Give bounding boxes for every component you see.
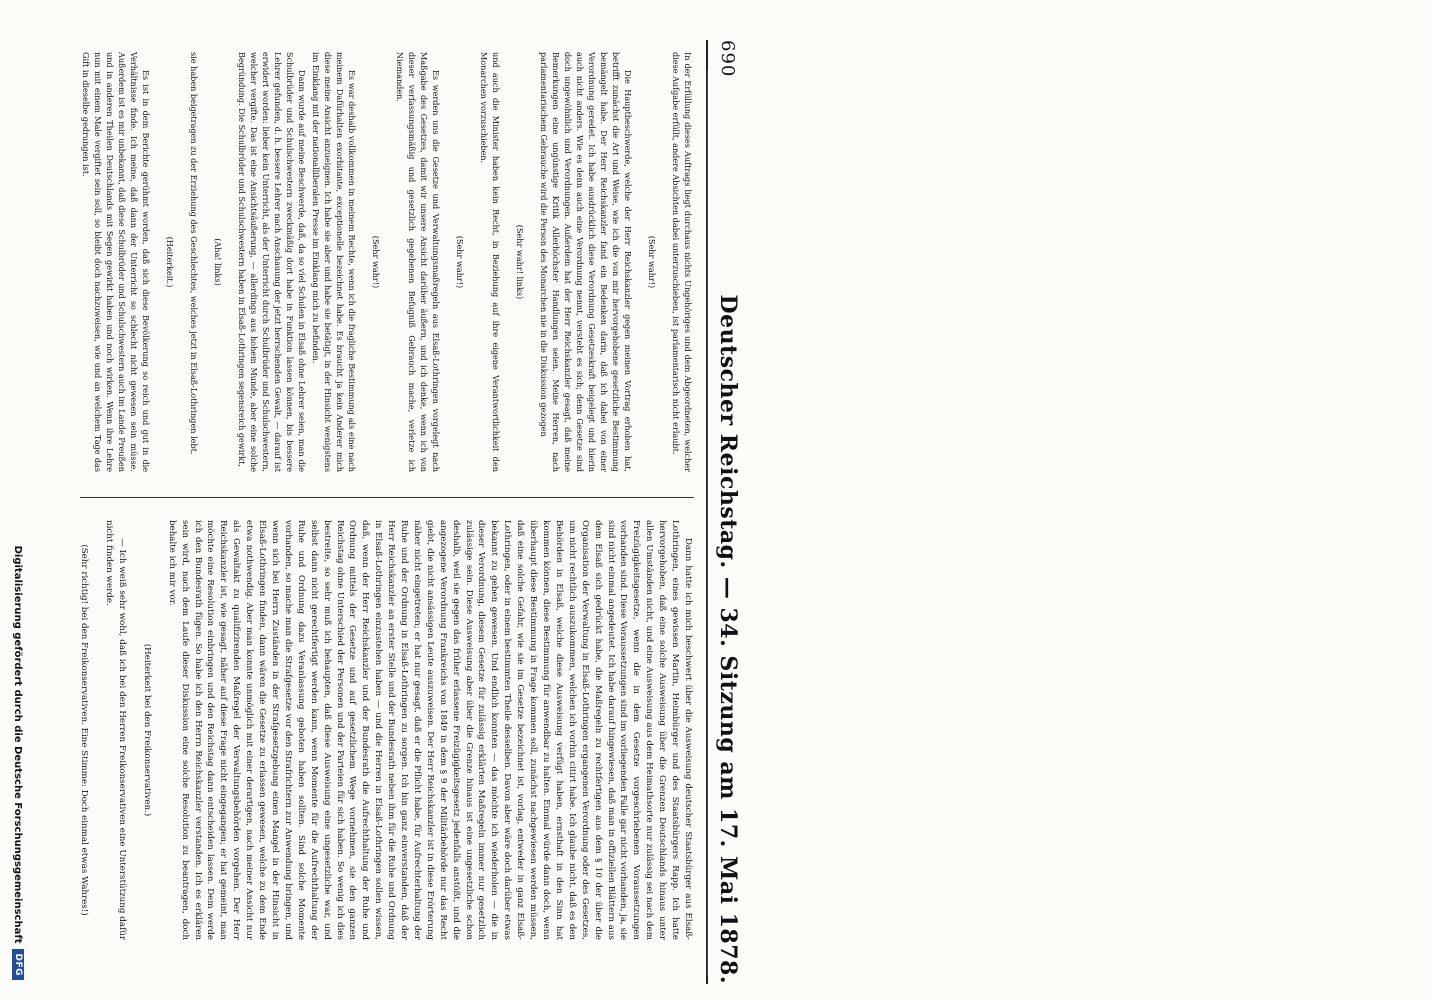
left-column [70, 52, 694, 472]
running-head: Deutscher Reichstag. — 34. Sitzung am 17. Mai 1878. [715, 294, 741, 984]
paragraph: Dann wurde auf meine Beschwerde, daß, da so viel Schulen in Elsaß ohne Lehrer seien, man die Schulbrüder und Schulschwestern zweckmäßig dort habe in Funktion lassen können, bis bessere Lehrer gefunden, d. h. bessere Lehrer nach Anschauung der jetzt herrschenden Gewalt, — darauf ist erwidert worden: lieber kein Unterricht, als der Unterricht durch Schulbrüder und Schulschwestern, welcher vergifte. Das ist eine Ansichtsäußerung, — allerdings aus hohem Munde, aber eine solche Begründung. Die Schulbrüder und Schulschwestern haben in Elsaß-Lothringen segensreich gewirkt, [237, 52, 307, 472]
paragraph: Dann hatte ich mich beschwert über die Ausweisung deutscher Staatsbürger aus Elsaß-Lothringen, eines gewissen Martin, Heimbürger und des Staatsbürgers Rapp. Ich hatte hervorgehoben, daß eine solche Ausweisung über die Grenzen Deutschlands hinaus unter allen Umständen nicht, und eine Ausweisung aus dem Heimathsorte nur zulässig sei nach dem Freizügigkeitsgesetze, wenn die in dem Gesetze vorgeschriebenen Voraussetzungen vorhanden sind. Diese Voraussetzungen sind im vorliegenden Falle gar nicht vorhanden, ja, sie sind nicht einmal angedeutet. Ich habe darauf hingewiesen, daß man in offiziellen Blättern aus dem Elsaß sich gedrückt habe, die Maßregeln zu rechtfertigen aus dem § 10 der über die Organisation der Verwaltung in Elsaß-Lothringen ergangenen Verordnung oder des Gesetzes, um nicht rechtlich auszukommen, welchen ich vorhin citirt habe. Ich glaube nicht, daß es den Behörden in Elsaß, welche diese Ausweisung verfügt haben, ernsthaft in den Sinn hat kommen können, diese Bestimmung für anwendbar zu halten. Einmal würde dann doch, wenn überhaupt diese Bestimmung in Frage kommen soll, zunächst nachgewiesen werden müssen, daß eine solche Gefahr, wie sie im Gesetze bezeichnet ist, vorlag, entweder in ganz Elsaß-Lothringen, oder in einem bestimmten Theile desselben. Davon aber wäre doch darüber etwas bekannt zu geben gewesen. Und endlich konnten — das möchte ich wiederholen — die in dieser Verordnung, diesem Gesetze für zulässig erklärten Maßregeln immer nur gesetzlich zulässige sein. Diese Ausweisung aber über die Grenze hinaus ist eine ungesetzliche schon deshalb, weil sie gegen das früher erlassene Freizügigkeitsgesetz jedenfalls anstößt, und die angezogene Verordnung Frankreichs von 1849 in dem § 9 der Militärbehörde nur das Recht giebt, die nicht ansässigen Leute auszuweisen. Der Herr Reichskanzler ist in diese Erörterung näher nicht eingetreten; er hat nur gesagt, daß er die Pflicht habe, für Aufrechterhaltung der Ruhe und der Ordnung in Elsaß-Lothringen zu sorgen. Ich bin ganz einverstanden, daß der Herr Reichskanzler an erster Stelle und der Bundesrath neben ihm für die Ruhe und Ordnung in Elsaß-Lothringen einzustehen haben — und die Herren in Elsaß-Lothringen sollen wissen, daß, wenn der Herr Reichskanzler und der Bundesrath die Aufrechthaltung der Ruhe und Ordnung mittels der Gesetze und auf gesetzlichem Wege vornehmen, sie den ganzen Reichstag ohne Unterschied der Personen und der Parteien für sich haben. So wenig ich dies bestreite, so sehr muß ich behaupten, daß diese Ausweisung eine ungesetzliche war, und selbst dann nicht gerechtfertigt werden kann, wenn Momente für die Aufrechthaltung der Ruhe und Ordnung dazu Veranlassung geboten haben sollten. Sind solche Momente vorhanden, so mache man die Strafgesetze vor den Strafrichtern zur Anwendung bringen, und wenn sich bei Herrn Zuständen in der Strafgesetzgebung einen Mangel in der Hinsicht in Elsaß-Lothringen finden, dann wären die Gesetze zu erlassen gewesen, welche zu dem Ende etwa nothwendig. Aber man konnte unmöglich mit einer derartigen, nach meiner Ansicht nur als Gewaltakt zu qualifizirenden Maßregel der Verwaltungsbehörden vorgehen. Der Herr Reichskanzler ist, wie gesagt, näher auf diese Frage nicht eingegangen; er hat gemeint, man möchte eine Resolution einbringen und den Reichstag dann entscheiden lassen. Dem werde ich den Bundesrath fügen. So habe ich den Herrn Reichskanzler verstanden. Ich es erklären sein wird, nach dem Laufe dieser Diskussion eine solche Resolution zu beantragen, doch behalte ich mir vor. [166, 520, 693, 940]
column-divider [80, 497, 694, 498]
page-header [706, 40, 748, 984]
right-column [70, 520, 694, 940]
digitization-credit [10, 20, 26, 980]
credit-text: Digitalisierung gefördert durch die Deutsche Forschungsgemeinschaft [12, 545, 24, 944]
paragraph: Es ist in dem Berichte gerühmt worden, daß sich diese Bevölkerung so reich und gut in die Verhältnisse finde. Ich meine, daß dann der Unterricht so schlecht nicht gewesen sein müsse. Außerdem ist es mir unbekannt, daß diese Schulbrüder und Schulschwestern auch im Lande Preußen und in anderen Theilen Deutschlands mit Segen gewirkt haben und noch wirken. Wenn ihre Lehre nun mit einem Male vergiftet sein soll, so bleibt doch nachzuweisen, wie und an welchem Tage das Gift in dieselbe gedrungen ist. [81, 52, 151, 472]
interjection: (Sehr wahr!) [455, 235, 465, 289]
interjection: (Sehr wahr! links) [515, 224, 525, 300]
header-rule [707, 70, 708, 976]
paragraph: Die Hauptbeschwerde, welche der Herr Reichskanzler gegen meinen Vortrag erhoben hat, betrifft zunächst die Art und Weise, wie ich die von mir hervorgehobene gesetzliche Bestimmung bemängelt habe. Der Herr Reichskanzler fand ein Bedenken darin, daß ich dabei von einer Verordnung geredet. Ich habe ausdrücklich diese Verordnung Gesetzeskraft beigelegt und hierin auch nicht anders. Wie es denn auch eine Verordnung nennt, versteht es sich; denn Gesetze sind doch ungewöhnlich und Verordnungen. Außerdem hat der Herr Reichskanzler gesagt, daß meine Bemerkungen eine ungünstige Kritik Allerhöchster Handlungen seien. Meine Herren, nach parlamentarischem Gebrauche wird die Person des Monarchen nie in die Diskussion gezogen [539, 52, 633, 472]
paragraph: In der Erfüllung dieses Auftrags liegt durchaus nichts Ungehöriges und dem Abgeordneten, welcher diese Aufgabe erfüllt, andere Absichten dabei unterzuschieben, ist parlamentarisch nicht erlaubt. [671, 52, 693, 472]
paragraph: Es war deshalb vollkommen in meinem Rechte, wenn ich die fragliche Bestimmung als eine nach meinem Dafürhalten exorbitante, exceptionelle bezeichnet habe. Es braucht ja kein Anderer mich diese meine Ansicht anzueignen. Ich habe sie aber und habe sie betätigt, in der Hinsicht wenigstens im Einklang mit der nationalliberalen Presse im Einklang mich zu befinden. [311, 52, 357, 472]
interjection: (Aha! links) [213, 238, 223, 286]
interjection: (Sehr wahr!) [647, 235, 657, 289]
paragraph: sie haben beigetragen zu der Erziehung des Geschlechtes, welches jetzt in Elsaß-Lothringen lebt. [189, 52, 199, 455]
interjection: (Heiterkeit.) [165, 236, 175, 288]
paragraph: — Ich weiß sehr wohl, daß ich bei den Herren Freikonservativen eine Unterstützung dafür nicht finden werde. [104, 520, 127, 940]
interjection: (Sehr wahr!) [371, 235, 381, 289]
dfg-logo: DFG [12, 949, 24, 980]
paragraph: Es werden uns die Gesetze und Verwaltungsmaßregeln aus Elsaß-Lothringen vorgelegt nach Maßgabe des Gesetzes, damit wir unsere Ansicht darüber äußern, und ich denke, wenn ich von dieser verfassungsmäßig und gesetzlich gegebenen Befugniß Gebrauch mache, verletze ich Niemanden. [395, 52, 441, 472]
paragraph: und auch die Minister haben kein Recht, in Beziehung auf ihre eigene Verantwortlichkeit den Monarchen vorzuschieben. [479, 52, 501, 472]
interjection: (Sehr richtig! bei den Freikonservativen. Eine Stimme: Doch einmal etwas Wahres!) [79, 544, 90, 916]
interjection: (Heiterkeit bei den Freikonservativen.) [141, 643, 152, 817]
page-number: 690 [717, 40, 739, 78]
